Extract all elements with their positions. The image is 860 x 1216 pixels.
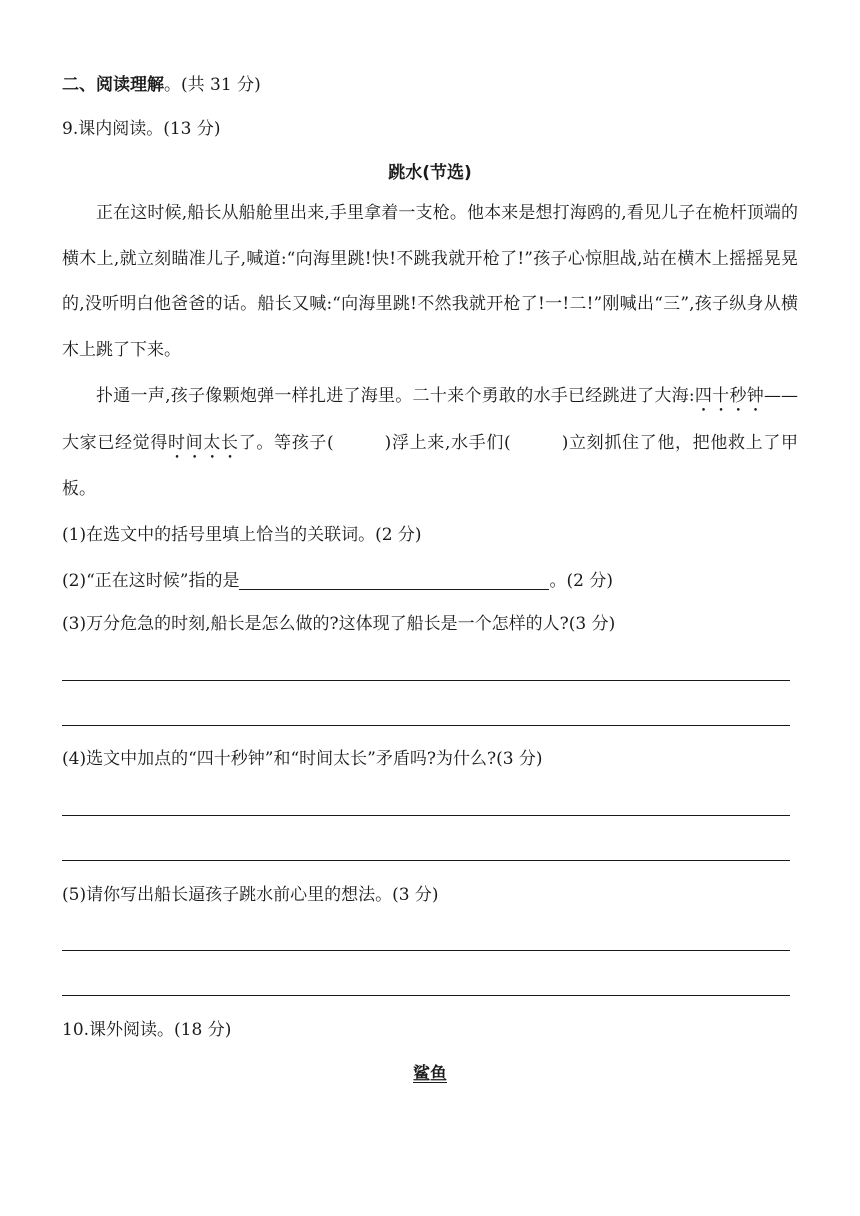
q9-sub-question-5: (5)请你写出船长逼孩子跳水前心里的想法。(3 分) — [62, 885, 439, 905]
answer-line[interactable] — [62, 950, 790, 951]
q10-label: 10.课外阅读。(18 分) — [62, 1020, 232, 1040]
section-heading-bold: 二、阅读理解 — [62, 75, 164, 95]
q10-passage-title — [0, 1066, 860, 1083]
q10-passage-title-text: 鲨鱼 — [413, 1064, 447, 1084]
q9-sub-question-2 — [62, 571, 613, 590]
q9-sub-question-2-text: (2)“正在这时候”指的是 — [62, 571, 240, 591]
q9-sub-question-2-score: 。(2 分) — [549, 571, 613, 591]
section-heading — [62, 77, 261, 94]
answer-line[interactable] — [62, 860, 790, 861]
answer-line[interactable] — [62, 995, 790, 996]
section-heading-score: 。(共 31 分) — [164, 75, 261, 95]
dotted-text-too-long: 时间太长 — [168, 432, 239, 453]
q9-paragraph-2-part-d: )浮上来,水手们( — [384, 432, 511, 453]
q9-passage-title: 跳水(节选) — [388, 163, 472, 183]
q9-paragraph-2-part-b: —— 大家已经觉得 — [62, 386, 798, 453]
q9-sub-question-4: (4)选文中加点的“四十秒钟”和“时间太长”矛盾吗?为什么?(3 分) — [62, 749, 543, 769]
dotted-text-forty-seconds: 四十秒钟 — [694, 386, 764, 406]
answer-blank-sub-2[interactable] — [239, 571, 549, 590]
q9-sub-question-1: (1)在选文中的括号里填上恰当的关联词。(2 分) — [62, 525, 422, 545]
q9-paragraph-2-part-e: )立刻抓住了他，把他救上了甲板。 — [62, 432, 799, 499]
q9-label: 9.课内阅读。(13 分) — [62, 119, 221, 139]
q9-paragraph-2-part-a: 扑通一声,孩子像颗炮弹一样扎进了海里。二十来个勇敢的水手已经跳进了大海: — [96, 386, 695, 406]
q9-sub-question-3: (3)万分危急的时刻,船长是怎么做的?这体现了船长是一个怎样的人?(3 分) — [62, 614, 616, 634]
answer-line[interactable] — [62, 680, 790, 681]
q9-paragraph-2-part-c: 了。等孩子( — [238, 432, 334, 453]
answer-line[interactable] — [62, 725, 790, 726]
q9-paragraph-2 — [62, 373, 798, 513]
answer-line[interactable] — [62, 815, 790, 816]
q9-paragraph-1: 正在这时候,船长从船舱里出来,手里拿着一支枪。他本来是想打海鸥的,看见儿子在桅杆顶端的横木上,就立刻瞄准儿子,喊道:“向海里跳!快!不跳我就开枪了!”孩子心惊胆战,站在横木上摇摇晃晃的,没听明白他爸爸的话。船长又喊:“向海里跳!不然我就开枪了!一!二!”刚喊出“三”,孩子纵身从横木上跳了下来。 — [62, 203, 798, 360]
